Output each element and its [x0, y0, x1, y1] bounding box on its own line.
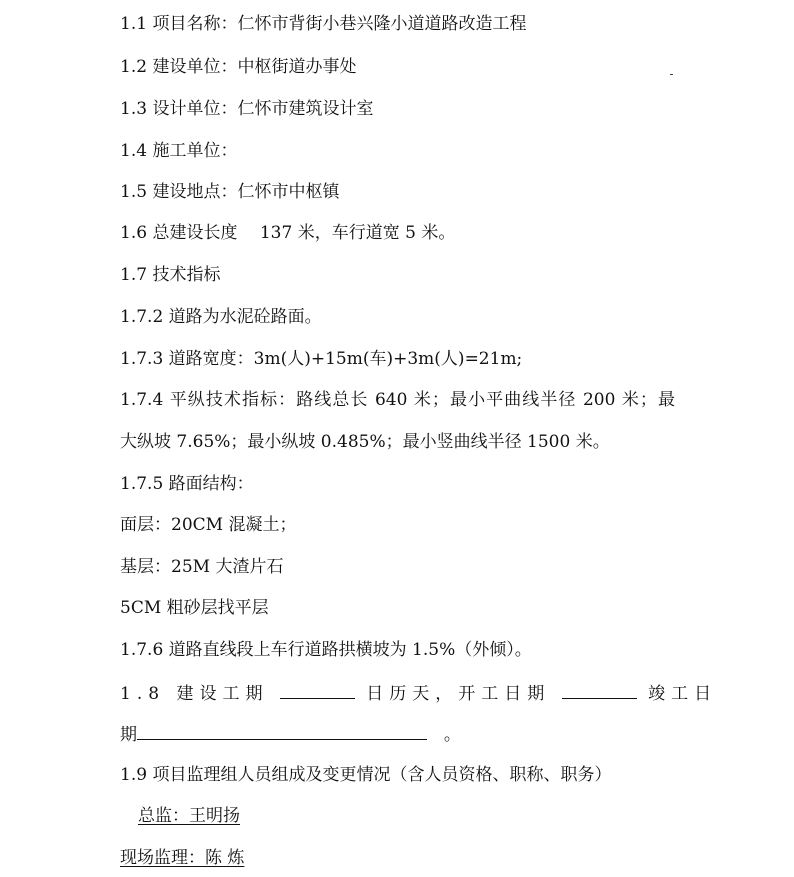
schedule-end: 。 — [443, 725, 461, 745]
end-date-blank[interactable] — [137, 721, 427, 740]
base-layer: 基层：25M 大渣片石 — [120, 557, 284, 577]
chief-supervisor-line — [120, 804, 675, 828]
item-1-7-3: 1.7.3 道路宽度：3m(人)+15m(车)+3m(人)=21m; — [120, 349, 523, 369]
item-1-7-4: 1.7.4 平纵技术指标：路线总长 640 米；最小平曲线半径 200 米；最 — [120, 390, 675, 410]
item-1-8 — [120, 680, 718, 704]
item-1-7-2: 1.7.2 道路为水泥砼路面。 — [120, 307, 322, 327]
schedule-mid2: 竣工日 — [648, 684, 718, 704]
item-1-5: 1.5 建设地点：仁怀市中枢镇 — [120, 182, 340, 202]
onsite-supervisor: 现场监理：陈 炼 — [120, 848, 245, 868]
schedule-line2-prefix: 期 — [120, 725, 137, 745]
schedule-mid1: 日历天，开工日期 — [366, 684, 551, 704]
item-1-3: 1.3 设计单位：仁怀市建筑设计室 — [120, 99, 374, 119]
chief-supervisor: 总监：王明扬 — [138, 806, 240, 826]
item-1-7: 1.7 技术指标 — [120, 265, 221, 285]
item-1-9: 1.9 项目监理组人员组成及变更情况（含人员资格、职称、职务） — [120, 765, 612, 785]
item-1-7-6: 1.7.6 道路直线段上车行道路拱横坡为 1.5%（外倾）。 — [120, 640, 532, 660]
item-1-7-4-cont: 大纵坡 7.65%；最小纵坡 0.485%；最小竖曲线半径 1500 米。 — [120, 432, 610, 452]
onsite-supervisor-line — [120, 846, 675, 870]
schedule-prefix: 1.8 建设工期 — [120, 684, 269, 704]
item-1-8-cont — [120, 721, 675, 745]
item-1-2: 1.2 建设单位：中枢街道办事处 — [120, 57, 357, 77]
leveling-layer: 5CM 粗砂层找平层 — [120, 598, 269, 618]
days-blank[interactable] — [280, 680, 355, 699]
surface-layer: 面层：20CM 混凝土； — [120, 515, 297, 535]
item-1-1: 1.1 项目名称：仁怀市背街小巷兴隆小道道路改造工程 — [120, 14, 527, 34]
start-date-blank[interactable] — [562, 680, 637, 699]
item-1-7-5: 1.7.5 路面结构： — [120, 474, 254, 494]
item-1-4: 1.4 施工单位： — [120, 141, 238, 161]
item-1-6: 1.6 总建设长度 137 米，车行道宽 5 米。 — [120, 223, 456, 243]
